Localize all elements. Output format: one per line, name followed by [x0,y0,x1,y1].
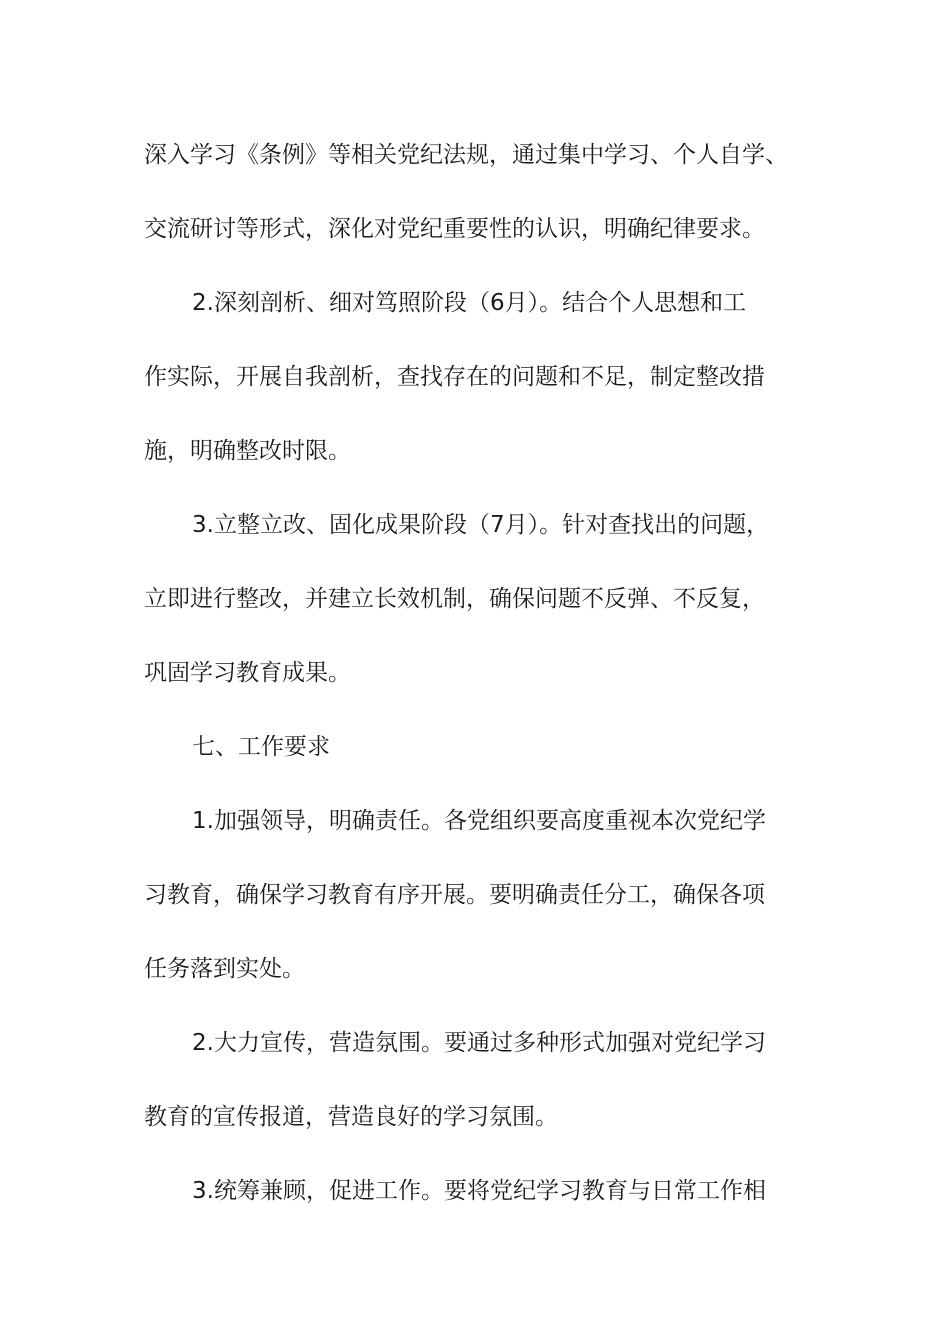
text-line: 交流研讨等形式，深化对党纪重要性的认识，明确纪律要求。 [144,216,765,242]
section-heading: 七、工作要求 [192,734,330,760]
text-line: 3.立整立改、固化成果阶段（7月）。针对查找出的问题， [192,512,770,538]
text-line: 3.统筹兼顾，促进工作。要将党纪学习教育与日常工作相 [192,1178,766,1204]
text-line: 深入学习《条例》等相关党纪法规，通过集中学习、个人自学、 [144,142,788,168]
text-line: 巩固学习教育成果。 [144,660,351,686]
text-line: 作实际，开展自我剖析，查找存在的问题和不足，制定整改措 [144,364,765,390]
text-line: 2.深刻剖析、细对笃照阶段（6月）。结合个人思想和工 [192,290,747,316]
text-line: 2.大力宣传，营造氛围。要通过多种形式加强对党纪学习 [192,1030,766,1056]
text-line: 任务落到实处。 [144,956,305,982]
document-body [144,118,834,1228]
text-line: 1.加强领导，明确责任。各党组织要高度重视本次党纪学 [192,808,766,834]
text-line: 立即进行整改，并建立长效机制，确保问题不反弹、不反复， [144,586,765,612]
text-line: 习教育，确保学习教育有序开展。要明确责任分工，确保各项 [144,882,765,908]
text-line: 教育的宣传报道，营造良好的学习氛围。 [144,1104,558,1130]
text-line: 施，明确整改时限。 [144,438,351,464]
